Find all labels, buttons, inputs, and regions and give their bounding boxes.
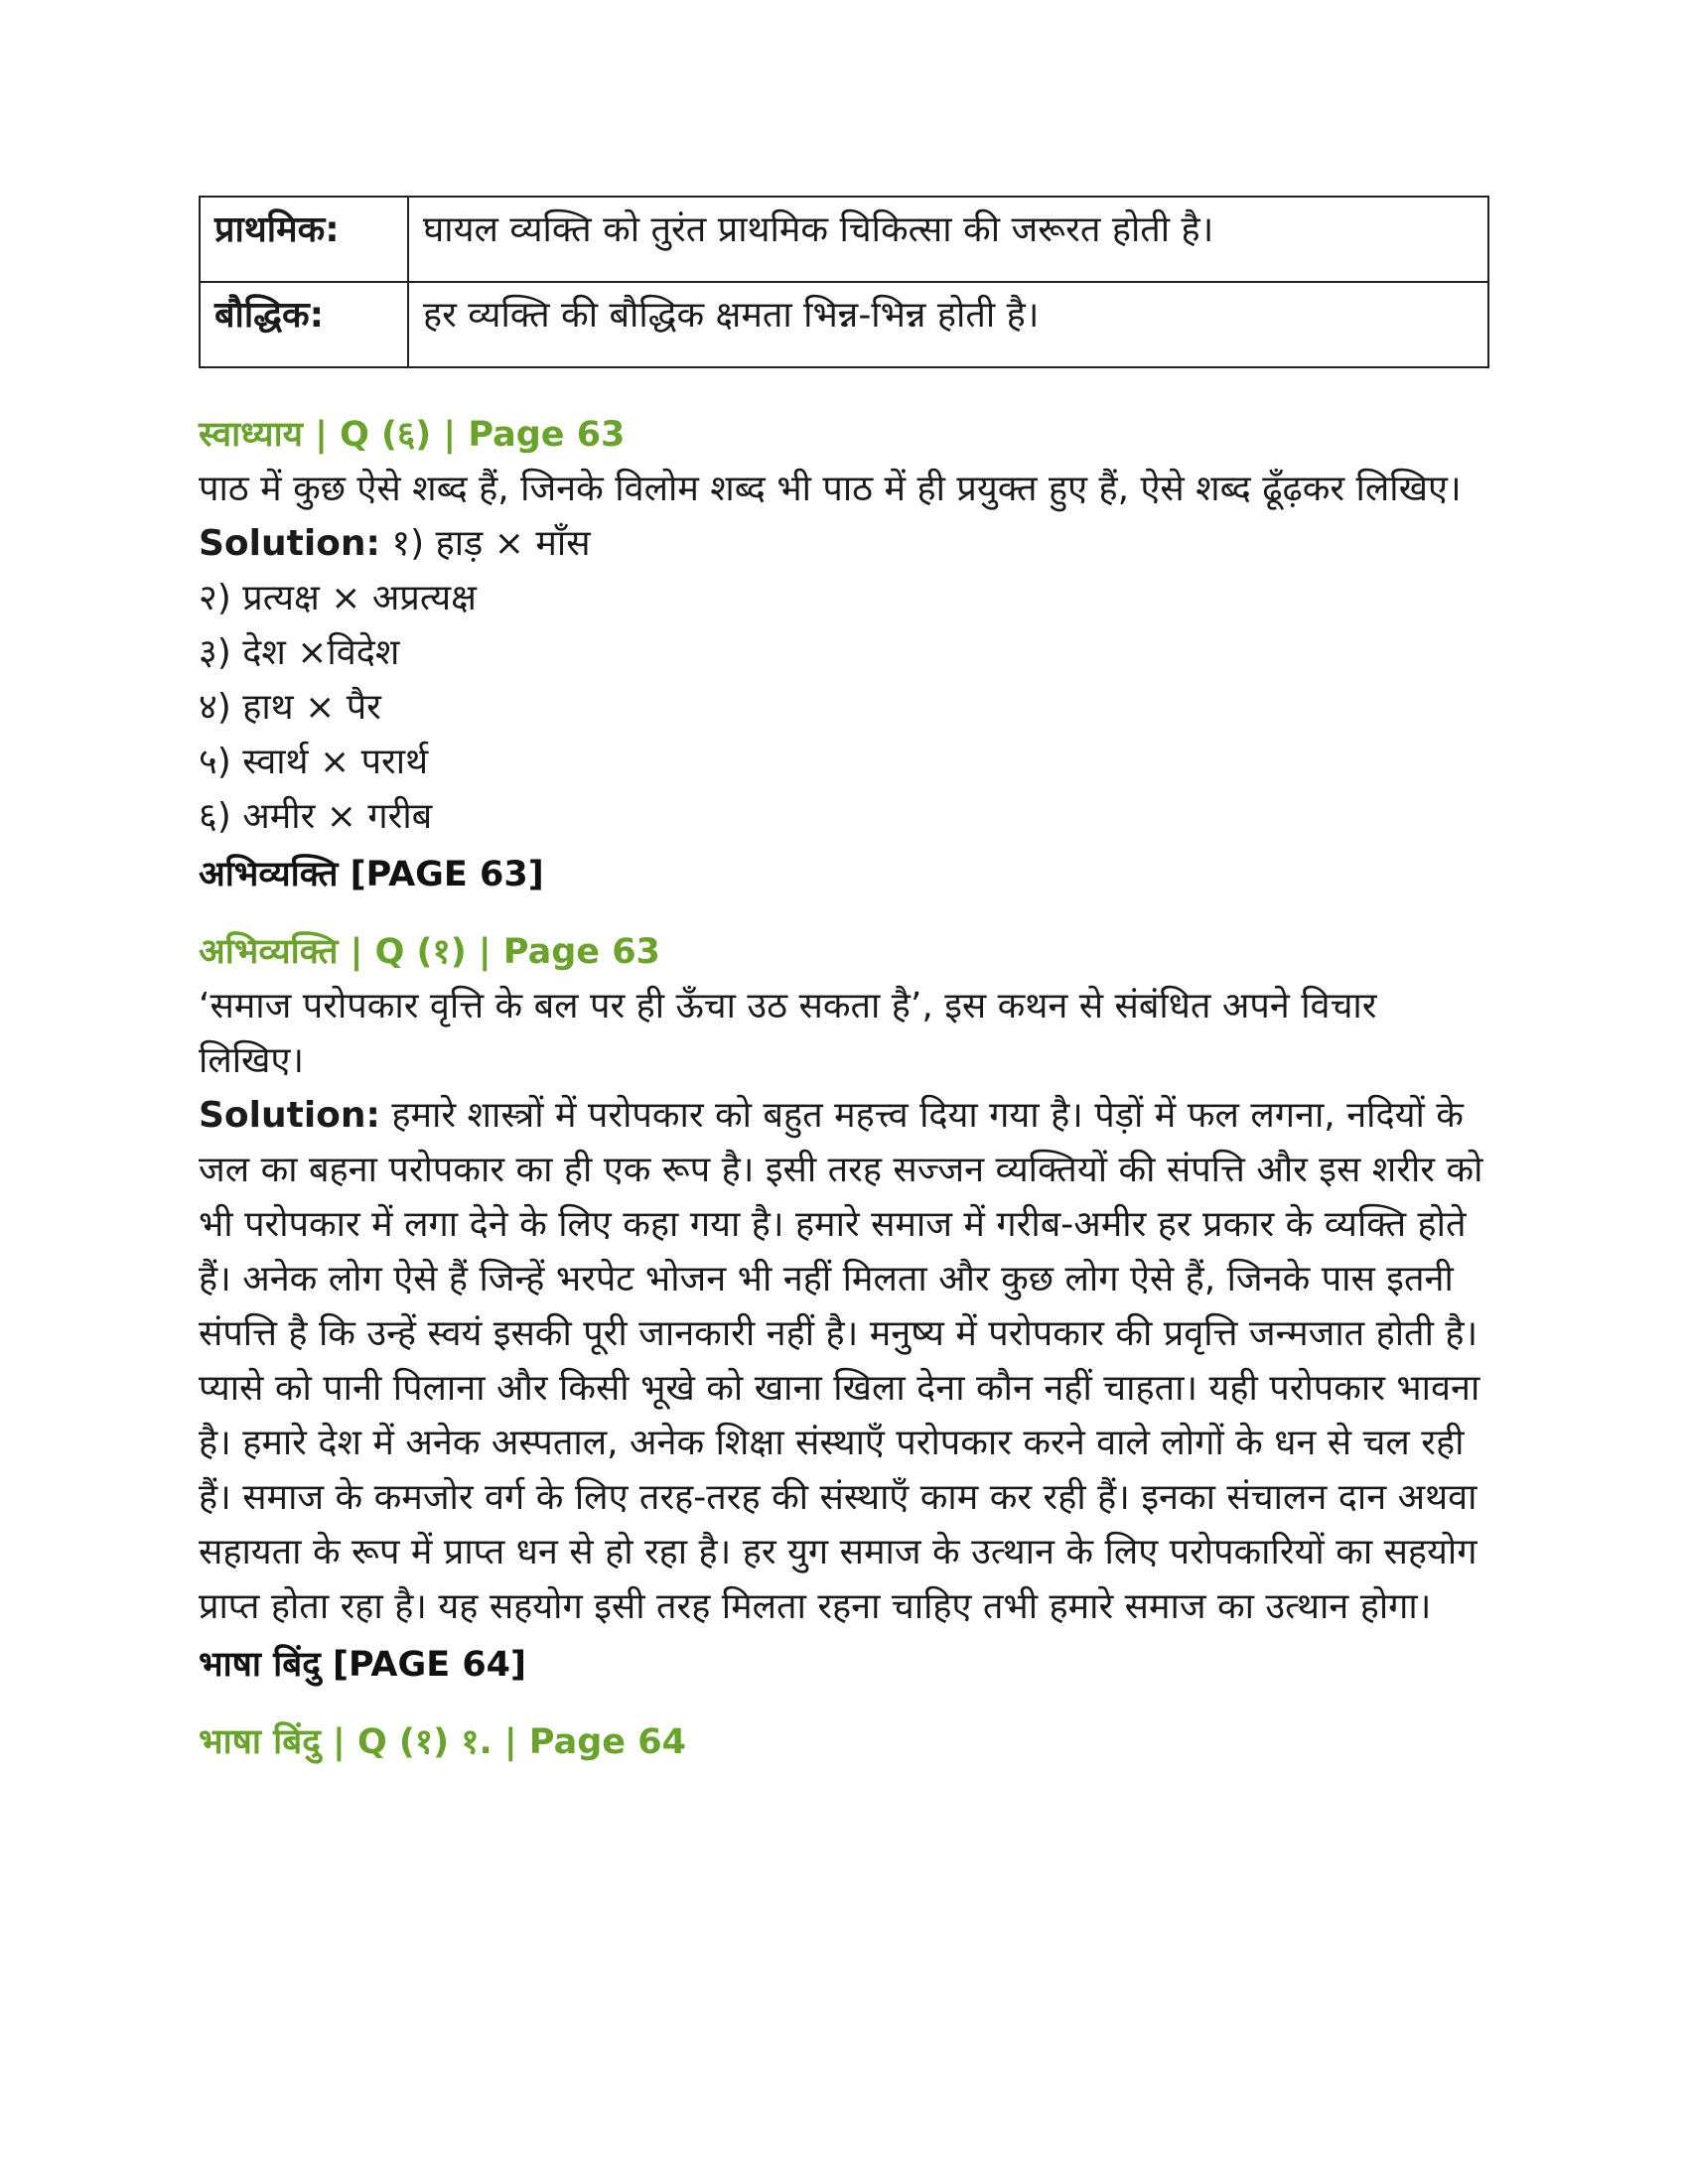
section-heading-abhivyakti: अभिव्यक्ति [PAGE 63] (199, 855, 544, 894)
section-heading-bhasha: भाषा बिंदु [PAGE 64] (199, 1645, 527, 1685)
question-text-q6: पाठ में कुछ ऐसे शब्द हैं, जिनके विलोम शब्द भी पाठ में ही प्रयुक्त हुए हैं, ऐसे शब्द ढूँढ़कर लिखिए। (199, 469, 1462, 509)
answer-item: ५) स्वार्थ × परार्थ (199, 742, 429, 782)
answer-item: ४) हाथ × पैर (199, 687, 381, 728)
question-heading-abhivyakti: अभिव्यक्ति | Q (१) | Page 63 (199, 932, 660, 972)
vocab-table (199, 196, 1489, 368)
question-heading-bhasha: भाषा बिंदु | Q (१) १. | Page 64 (199, 1722, 686, 1762)
table-term: प्राथमिक: (200, 197, 408, 282)
solution-label: Solution: (199, 1095, 380, 1136)
answer-item: ६) अमीर × गरीब (199, 796, 433, 837)
answer-item: १) हाड़ × माँस (391, 523, 591, 564)
answer-item: २) प्रत्यक्ष × अप्रत्यक्ष (199, 578, 477, 618)
answer-item: ३) देश ×विदेश (199, 632, 400, 673)
document-page (199, 196, 1489, 1769)
question-text-abhivyakti: ‘समाज परोपकार वृत्ति के बल पर ही ऊँचा उठ सकता है’, इस कथन से संबंधित अपने विचार लिखिए। (199, 986, 1377, 1081)
answer-line (199, 516, 1489, 571)
table-term: बौद्धिक: (200, 282, 408, 367)
table-sentence: हर व्यक्ति की बौद्धिक क्षमता भिन्न-भिन्न होती है। (408, 282, 1488, 367)
table-row (200, 197, 1488, 282)
solution-paragraph (199, 1088, 1489, 1634)
question-heading-q6: स्वाध्याय | Q (६) | Page 63 (199, 415, 626, 455)
solution-text: हमारे शास्त्रों में परोपकार को बहुत महत्त्व दिया गया है। पेड़ों में फल लगना, नदियों के जल का बहना परोपकार का ही एक रूप है। इसी तरह सज्जन व्यक्तियों की संपत्ति और इस शरीर को भी परोपकार में लगा देने के लिए कहा गया है। हमारे समाज में गरीब-अमीर हर प्रकार के व्यक्ति होते हैं। अनेक लोग ऐसे हैं जिन्हें भरपेट भोजन भी नहीं मिलता और कुछ लोग ऐसे हैं, जिनके पास इतनी संपत्ति है कि उन्हें स्वयं इसकी पूरी जानकारी नहीं है। मनुष्य में परोपकार की प्रवृत्ति जन्मजात होती है। प्यासे को पानी पिलाना और किसी भूखे को खाना खिला देना कौन नहीं चाहता। यही परोपकार भावना है। हमारे देश में अनेक अस्पताल, अनेक शिक्षा संस्थाएँ परोपकार करने वाले लोगों के धन से चल रही हैं। समाज के कमजोर वर्ग के लिए तरह-तरह की संस्थाएँ काम कर रही हैं। इनका संचालन दान अथवा सहायता के रूप में प्राप्त धन से हो रहा है। हर युग समाज के उत्थान के लिए परोपकारियों का सहयोग प्राप्त होता रहा है। यह सहयोग इसी तरह मिलता रहना चाहिए तभी हमारे समाज का उत्थान होगा। (199, 1095, 1483, 1627)
table-sentence: घायल व्यक्ति को तुरंत प्राथमिक चिकित्सा की जरूरत होती है। (408, 197, 1488, 282)
solution-label: Solution: (199, 523, 380, 564)
table-row (200, 282, 1488, 367)
